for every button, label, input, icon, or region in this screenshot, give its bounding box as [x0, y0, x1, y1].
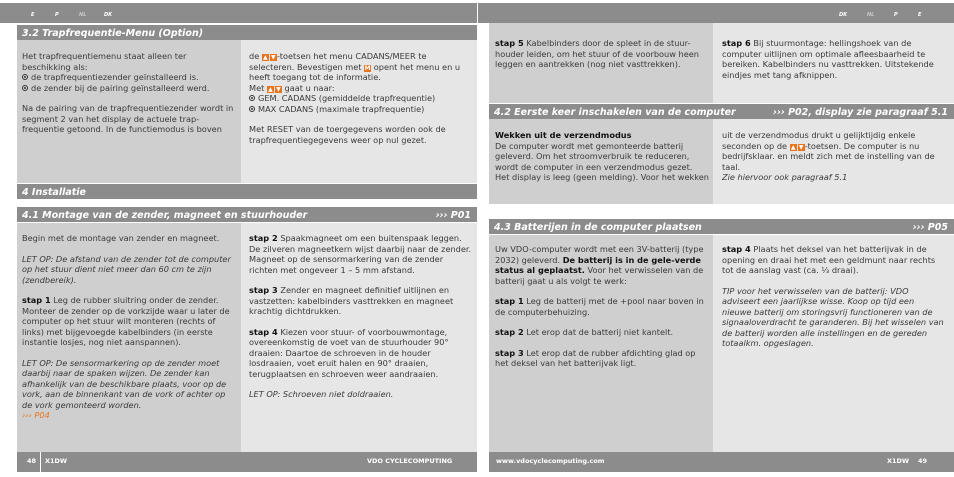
section-4-1-ref[interactable]: ››› P01: [435, 210, 471, 221]
section-4-1-col1: [22, 233, 236, 421]
nav-lang-nl-right[interactable]: NL: [867, 12, 875, 18]
section-4-2-header: [489, 104, 954, 119]
section-4-2-title: 4.2 Eerste keer inschakelen van de computer: [494, 107, 736, 118]
section-4-3-title: 4.3 Batterijen in de computer plaatsen: [494, 222, 702, 233]
up-arrow-icon: ▲: [790, 143, 796, 151]
brand-name: VDO CYCLECOMPUTING: [367, 457, 453, 465]
note-sensor: LET OP: De sensormarkering op de zender moet daarbij naar de spaken wijzen. De zender kan afhankelijk van de beschikbare plaats, voor op de vork, aan de binnenkant van de vork of achter op de vork gemonteerd worden.: [22, 357, 227, 410]
section-3-2-title: 3.2 Trapfrequentie-Menu (Option): [22, 28, 204, 39]
bullet-icon: [249, 95, 255, 101]
met-arrows-line: Met ▲ ▼ gaat u naar:: [249, 82, 335, 93]
nav-lang-e-right[interactable]: E: [918, 12, 922, 18]
battery-step-4: stap 4 Plaats het deksel van het batterijvak in de opening en draai het met een geldmunt naar rechts tot de aanslag vast (ca. ⅓ draai).: [722, 244, 936, 275]
bullet-icon: [249, 106, 255, 112]
step-2: stap 2 Spaakmagneet om een buitenspaak leggen. De zilveren magneetkern wijst daarbij naar de zender. Magneet op de sensormarkering van de zender richten met ongeveer 1 – 5 mm afstand.: [249, 233, 472, 275]
step-6: stap 6 Bij stuurmontage: hellingshoek van de computer uitlijnen om optimale afleesbaarheid te bereiken. Kabelbinders nu vasttrekken. Uitstekende eindjes met tang afknippen.: [722, 38, 934, 80]
section-4-1-col2: [249, 233, 473, 410]
battery-step-3: stap 3 Let erop dat de rubber afdichting glad op het deksel van het batterijvak ligt.: [495, 347, 696, 368]
model-name-left: X1DW: [45, 457, 68, 465]
montage-intro: Begin met de montage van zender en magneet.: [22, 233, 220, 243]
nav-lang-dk[interactable]: DK: [104, 12, 113, 18]
section-4-2-col2: [722, 130, 946, 183]
section-4-3-col1: [495, 244, 709, 379]
battery-tip: TIP voor het verwisselen van de batterij: VDO adviseert een jaarlijkse wisse. Koop op tijd een nieuwe batterij om storingsvrij functioneren van de signaaloverdracht te garanderen. Bij het wisselen van de batterij worden alle instellingen en de gereden totaalkm. opgeslagen.: [722, 285, 944, 348]
step-1: stap 1 Leg de rubber sluitring onder de zender. Monteer de zender op de vorkzijde waar u later de computer op het stuur wilt monteren (rechts of links) met bijgevoegde kabelbinders (in eerste instantie losjes, nog niet aanspannen).: [22, 295, 230, 347]
step-5: stap 5 Kabelbinders door de spleet in de stuur-houder leiden, om het stuur of de voorbouw heen leggen en aantrekken (nog niet vasttrekken).: [495, 38, 699, 69]
bullet-item: de trapfrequentiezender geïnstalleerd is.: [22, 72, 236, 83]
website-url[interactable]: www.vdocyclecomputing.com: [496, 457, 605, 465]
page-number-right: 49: [918, 457, 928, 465]
see-paragraph-note: Zie hiervoor ook paragraaf 5.1: [722, 172, 848, 182]
nav-lang-dk-right[interactable]: DK: [839, 12, 848, 18]
section-4-2-col1: [495, 130, 709, 193]
section-4-3-col2: [722, 244, 946, 359]
battery-step-2: stap 2 Let erop dat de batterij niet kantelt.: [495, 327, 674, 337]
bullet-item: GEM. CADANS (gemiddelde trapfrequentie): [249, 93, 473, 104]
section-4-3-header: [489, 219, 954, 234]
step-3: stap 3 Zender en magneet definitief uitlijnen en vastzetten: kabelbinders vasttrekken en magneet krachtig dichtdrukken.: [249, 285, 454, 316]
top-nav-right: [478, 3, 954, 23]
nav-lang-nl[interactable]: NL: [79, 12, 87, 18]
section-3-2-note: Na de pairing van de trapfrequentiezender wordt in segment 2 van het display de actuele trap-frequentie getoond. In de functiemodus is boven: [22, 103, 234, 134]
down-arrow-icon: ▼: [276, 85, 281, 93]
section-4-1-header: [17, 207, 477, 222]
cadans-paragraph: de ▲ ▼-toetsen het menu CADANS/MEER te selecteren. Bevestigen met M opent het menu en u heeft toegang tot de informatie.: [249, 51, 461, 82]
section-4-1-title: 4.1 Montage van de zender, magneet en stuurhouder: [22, 210, 308, 221]
section-4-header: [17, 184, 477, 199]
down-arrow-icon: ▼: [798, 143, 804, 151]
model-name-right: X1DW: [887, 457, 910, 465]
note-screws: LET OP: Schroeven niet doldraaien.: [249, 389, 394, 399]
footer-left: [17, 452, 477, 472]
ok-button-icon: M: [364, 64, 371, 72]
bullet-icon: [22, 85, 28, 91]
down-arrow-icon: ▼: [271, 54, 276, 61]
page-number-left: 48: [27, 457, 37, 465]
section-3-2-header: [17, 25, 477, 40]
nav-lang-p[interactable]: P: [55, 12, 59, 18]
bullet-item: de zender bij de pairing geïnstalleerd werd.: [22, 83, 236, 94]
battery-step-1: stap 1 Leg de batterij met de +pool naar boven in de computerbehuizing.: [495, 296, 704, 317]
bullet-item: MAX CADANS (maximale trapfrequentie): [249, 104, 473, 115]
up-arrow-icon: ▲: [263, 54, 268, 61]
bullet-icon: [22, 74, 28, 80]
right-top-col2: [722, 38, 946, 90]
up-arrow-icon: ▲: [268, 85, 273, 93]
section-4-title: 4 Installatie: [22, 187, 86, 198]
section-3-2-col1: [22, 51, 236, 145]
footer-right-pageno: [913, 452, 954, 472]
section-4-2-ref[interactable]: ››› P02, display zie paragraaf 5.1: [773, 107, 948, 118]
reset-paragraph: Met RESET van de toergegevens worden ook de trapfrequentiegegevens weer op nul gezet.: [249, 124, 446, 145]
battery-intro: Uw VDO-computer wordt met een 3V-batterij (type 2032) geleverd. De batterij is in de gele-verde status al geplaatst. Voor het verwisselen van de batterij gaat u als volgt te werk:: [495, 244, 704, 286]
right-top-col1: [495, 38, 707, 80]
footer-divider-left: [40, 452, 41, 472]
wake-body: De computer wordt met gemonteerde batterij geleverd. Om het stroomverbruik te reduceren, wordt de computer in een verzendmodus gezet. Het display is leeg (geen melding). Voor het wekken: [495, 140, 709, 182]
section-4-3-ref[interactable]: ››› P05: [912, 222, 948, 233]
section-3-2-col2: [249, 51, 473, 155]
note-distance: LET OP: De afstand van de zender tot de computer op het stuur dient niet meer dan 60 cm te zijn (zendbereik).: [22, 253, 231, 285]
nav-lang-p-right[interactable]: P: [894, 12, 898, 18]
section-3-2-intro: Het trapfrequentiemenu staat alleen ter beschikking als:: [22, 51, 187, 72]
footer-right: [489, 452, 929, 472]
top-nav-left: [0, 3, 477, 23]
wake-body-continued: uit de verzendmodus drukt u gelijktijdig enkele seconden op de ▲ ▼-toetsen. De computer is nu bedrijfsklaar. en meldt zich met de instelling van de taal.: [722, 130, 935, 172]
wake-heading: Wekken uit de verzendmodus: [495, 130, 632, 140]
ref-p04[interactable]: ››› P04: [22, 410, 50, 420]
step-4: stap 4 Kiezen voor stuur- of voorbouwmontage, overeenkomstig de voet van de stuurhouder 90° draaien: Daartoe de schroeven in de houder losdraaien, voet eruit halen en 90° draaien, terugplaatsen en schroeven weer aandraaien.: [249, 326, 449, 379]
nav-lang-e[interactable]: E: [31, 12, 35, 18]
